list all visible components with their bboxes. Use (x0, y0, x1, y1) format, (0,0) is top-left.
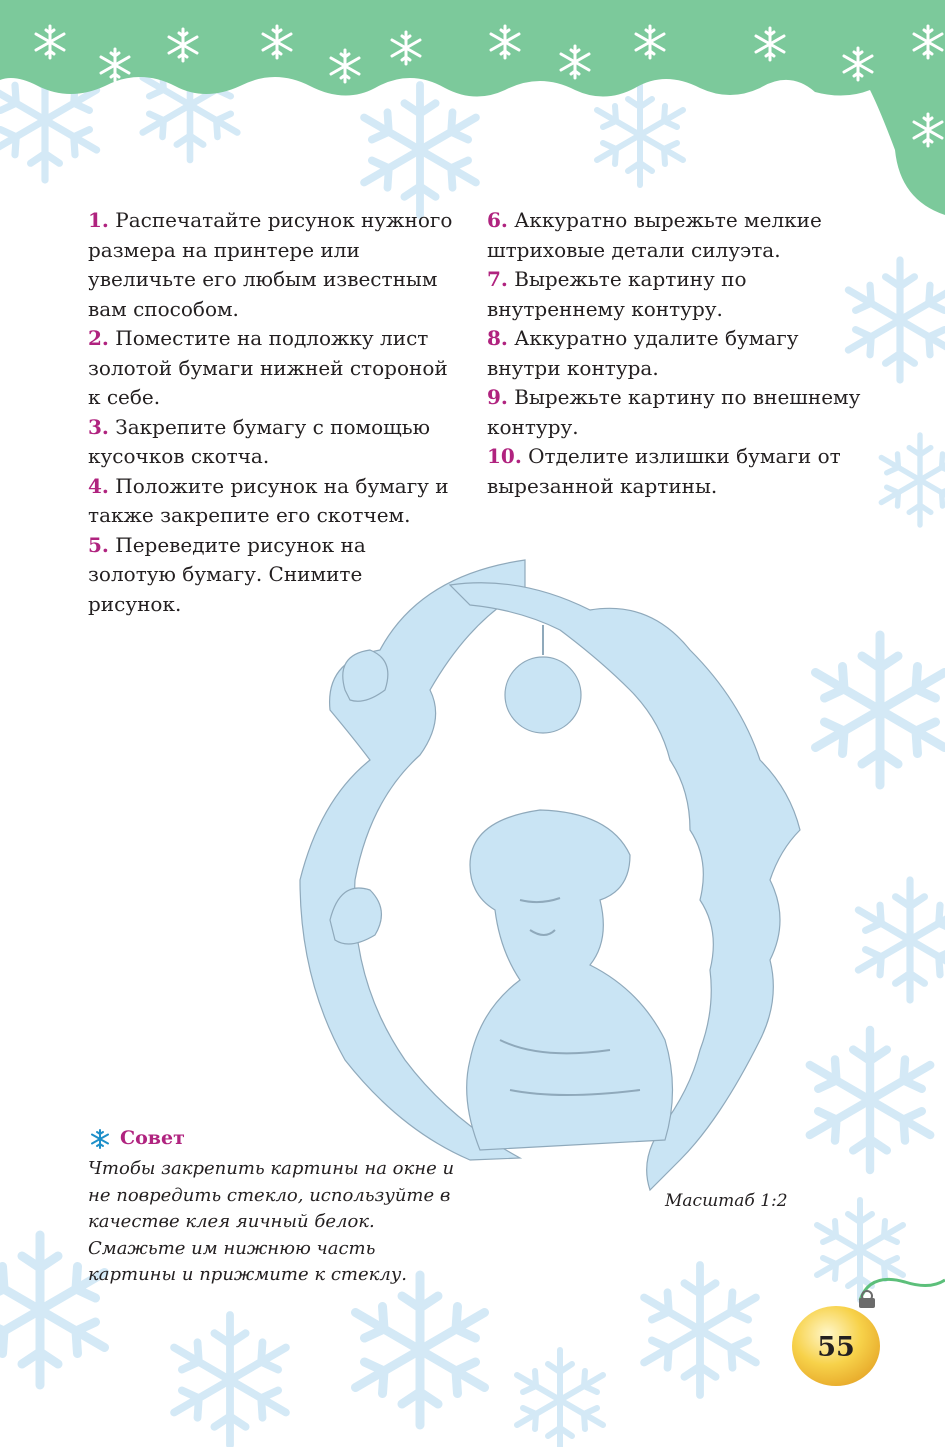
step-text: Положите рисунок на бумагу и также закрепите его скотчем. (88, 473, 449, 527)
step-6 (487, 206, 867, 265)
step-5 (88, 531, 460, 620)
step-10 (487, 442, 867, 501)
ornament-ball-silhouette (505, 657, 581, 733)
step-text: Отделите излишки бумаги от вырезанной картины. (487, 444, 841, 498)
step-3 (88, 413, 460, 472)
step-text: Поместите на подложку лист золотой бумаги нижней стороной к себе. (88, 326, 448, 409)
step-text: Распечатайте рисунок нужного размера на принтере или увеличьте его любым известным вам способом. (88, 208, 453, 321)
step-9 (487, 383, 867, 442)
step-1 (88, 206, 460, 324)
step-number: 9. (487, 385, 508, 409)
step-number: 2. (88, 326, 109, 350)
step-text: Вырежьте картину по внутреннему контуру. (487, 267, 747, 321)
step-8 (487, 324, 867, 383)
step-text: Аккуратно вырежьте мелкие штриховые детали силуэта. (487, 208, 822, 262)
tip-title: Совет (120, 1127, 185, 1149)
step-number: 7. (487, 267, 508, 291)
page-number: 55 (817, 1332, 855, 1363)
step-number: 4. (88, 473, 109, 498)
step-number: 10. (487, 444, 522, 468)
tip-box (88, 1124, 468, 1289)
step-text: Аккуратно удалите бумагу внутри контура. (487, 326, 799, 380)
step-7 (487, 265, 867, 324)
scale-caption: Масштаб 1:2 (665, 1191, 788, 1211)
step-2 (88, 324, 460, 413)
step-number: 3. (88, 414, 109, 439)
step-4 (88, 472, 460, 531)
person-bust (467, 810, 673, 1150)
step-number: 1. (88, 208, 109, 232)
step-number: 8. (487, 326, 508, 350)
tip-text: Чтобы закрепить картины на окне и не повредить стекло, используйте в качестве клея яичный белок. Смажьте им нижнюю часть картины и прижмите к стеклу. (88, 1158, 455, 1285)
step-number: 5. (88, 532, 109, 557)
papercut-illustration (300, 560, 800, 1190)
step-text: Закрепите бумагу с помощью кусочков скотча. (88, 414, 431, 468)
step-text: Вырежьте картину по внешнему контуру. (487, 385, 861, 439)
step-number: 6. (487, 208, 508, 232)
steps-right-column (487, 206, 867, 501)
step-text: Переведите рисунок на золотую бумагу. Снимите рисунок. (88, 532, 366, 616)
steps-left-column (88, 206, 460, 619)
